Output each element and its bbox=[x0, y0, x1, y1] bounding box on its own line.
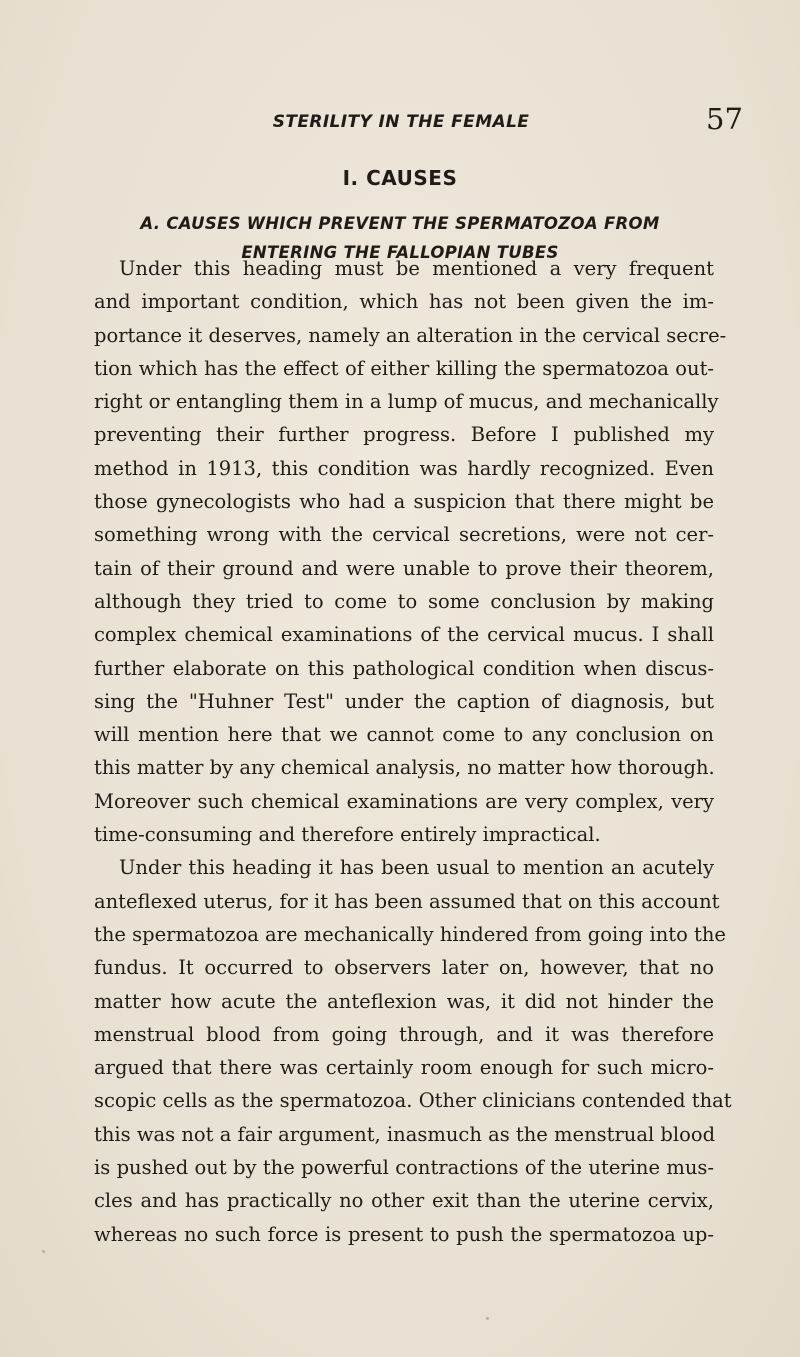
text-line: menstrual blood from going through, and it was therefore bbox=[94, 1022, 714, 1046]
text-line: cles and has practically no other exit than the uterine cervix, bbox=[94, 1189, 714, 1213]
text-line: this was not a fair argument, inasmuch as the menstrual blood bbox=[94, 1122, 716, 1146]
text-line: anteflexed uterus, for it has been assumed that on this account bbox=[94, 889, 720, 913]
text-line: something wrong with the cervical secretions, were not cer- bbox=[94, 523, 714, 547]
text-line: argued that there was certainly room enough for such micro- bbox=[94, 1056, 714, 1080]
text-line: scopic cells as the spermatozoa. Other clinicians contended that bbox=[94, 1089, 732, 1113]
text-line: further elaborate on this pathological condition when discus- bbox=[94, 656, 714, 680]
text-line: the spermatozoa are mechanically hindered from going into the bbox=[94, 922, 726, 946]
text-line: and important condition, which has not been given the im- bbox=[94, 290, 714, 314]
text-line: method in 1913, this condition was hardly recognized. Even bbox=[94, 456, 714, 480]
section-heading: I. CAUSES bbox=[342, 166, 458, 190]
paper-speck bbox=[42, 1250, 45, 1253]
text-line: although they tried to come to some conclusion by making bbox=[94, 589, 714, 613]
text-line: preventing their further progress. Before I published my bbox=[94, 423, 714, 447]
text-line: portance it deserves, namely an alteration in the cervical secre- bbox=[94, 323, 727, 347]
paper-speck bbox=[486, 1317, 489, 1320]
paragraph-2 bbox=[94, 851, 732, 1251]
text-line: fundus. It occurred to observers later on, however, that no bbox=[94, 956, 714, 980]
text-line: complex chemical examinations of the cervical mucus. I shall bbox=[94, 623, 714, 647]
text-line: this matter by any chemical analysis, no matter how thorough. bbox=[94, 756, 715, 780]
subheading-line: ENTERING THE FALLOPIAN TUBES bbox=[241, 243, 559, 262]
text-line: right or entangling them in a lump of mucus, and mechanically bbox=[94, 390, 719, 414]
subheading-line: A. CAUSES WHICH PREVENT THE SPERMATOZOA FROM bbox=[140, 214, 660, 233]
text-line: those gynecologists who had a suspicion that there might be bbox=[94, 490, 714, 514]
page-number: 57 bbox=[706, 102, 743, 136]
text-line: is pushed out by the powerful contractions of the uterine mus- bbox=[94, 1156, 714, 1180]
text-line: Under this heading it has been usual to mention an acutely bbox=[119, 856, 714, 880]
text-line: Moreover such chemical examinations are very complex, very bbox=[94, 789, 714, 813]
text-line: matter how acute the anteflexion was, it did not hinder the bbox=[94, 989, 714, 1013]
text-line: whereas no such force is present to push the spermatozoa up- bbox=[94, 1222, 714, 1246]
paragraph-1 bbox=[94, 252, 727, 851]
text-line: tion which has the effect of either killing the spermatozoa out- bbox=[94, 356, 714, 380]
body-text bbox=[94, 252, 732, 1251]
text-line: will mention here that we cannot come to any conclusion on bbox=[94, 723, 714, 747]
text-line: time-consuming and therefore entirely impractical. bbox=[94, 823, 601, 847]
text-line: tain of their ground and were unable to prove their theorem, bbox=[94, 556, 714, 580]
text-line: Under this heading must be mentioned a very frequent bbox=[119, 257, 714, 280]
text-line: sing the "Huhner Test" under the caption of diagnosis, but bbox=[94, 689, 714, 713]
running-head: STERILITY IN THE FEMALE bbox=[272, 112, 530, 132]
